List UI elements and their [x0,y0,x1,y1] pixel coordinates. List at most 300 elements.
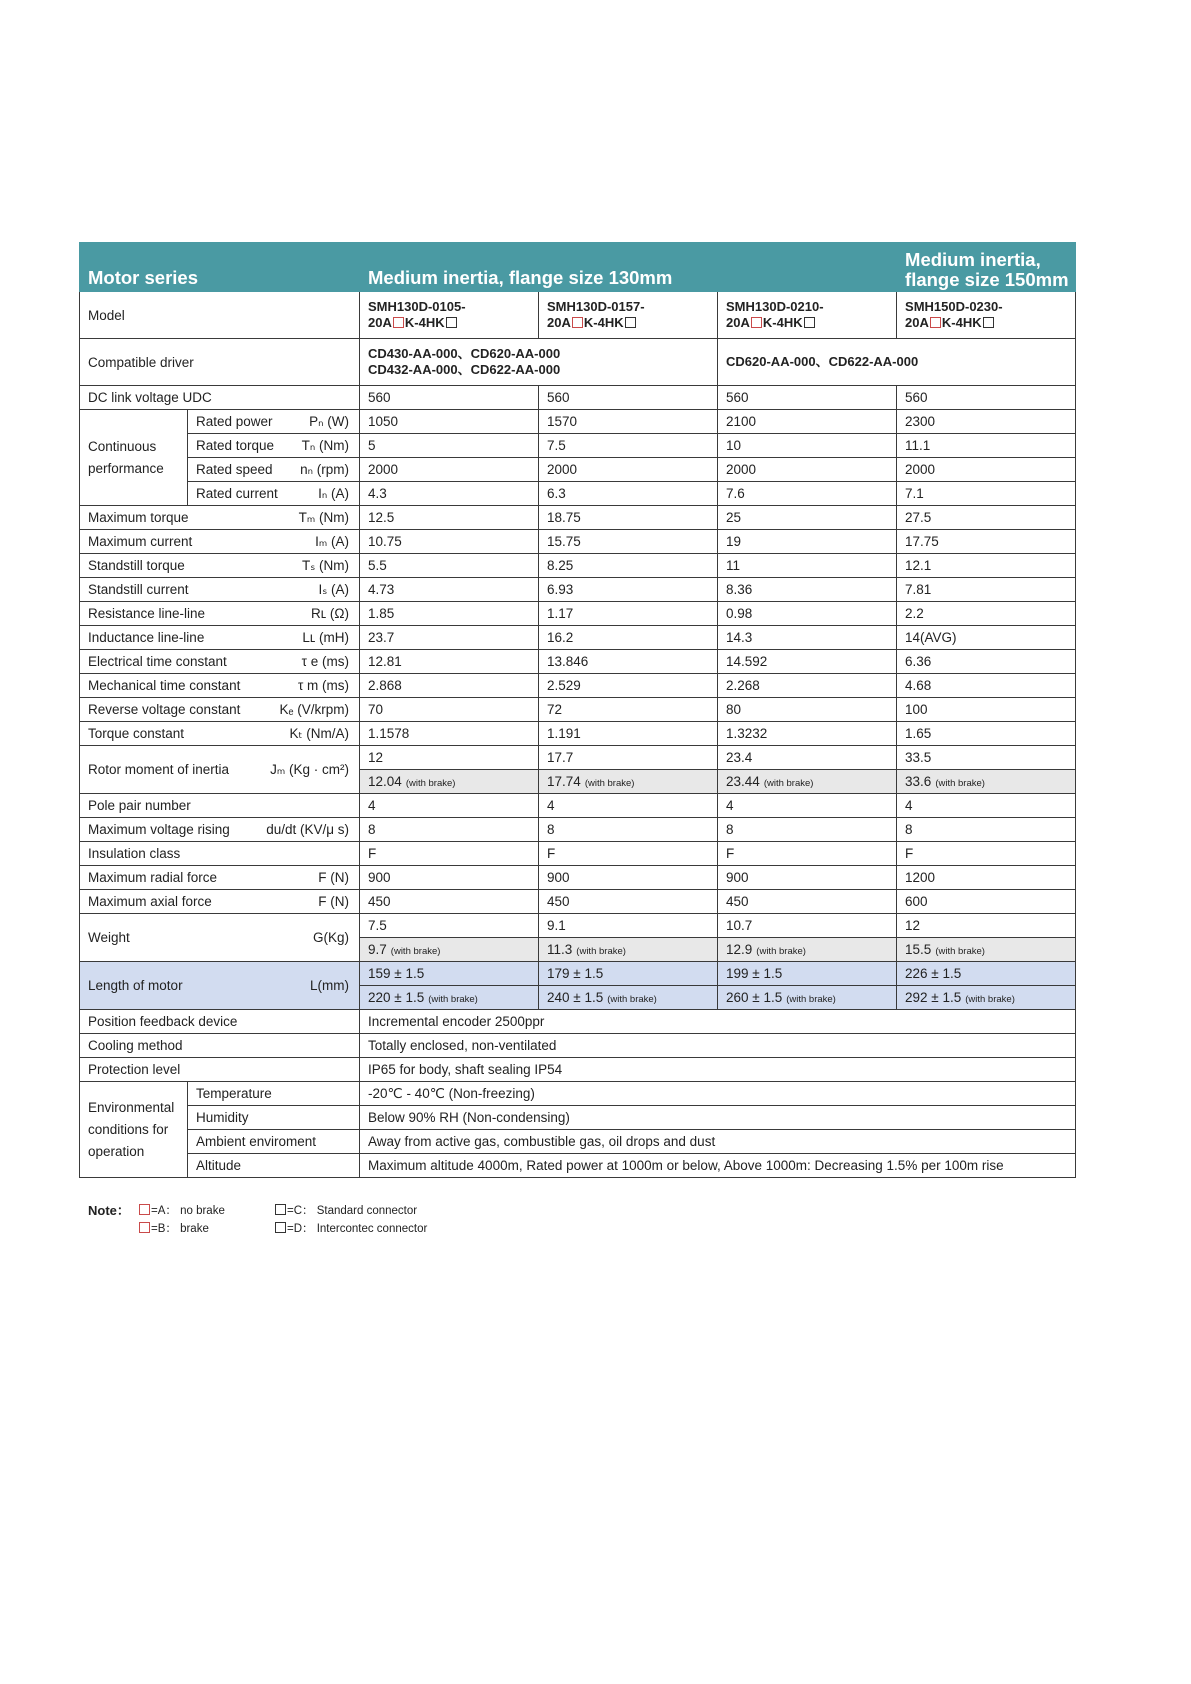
value-cell: 2000 [718,458,897,482]
with-brake-tag: (with brake) [584,778,635,789]
value-cell: 5 [360,434,539,458]
value-cell: 2300 [897,410,1076,434]
value-cell: 12.1 [897,554,1076,578]
value-cell: 2000 [897,458,1076,482]
wide-value-cell: Below 90% RH (Non-condensing) [360,1106,1076,1130]
continuous-line2: performance [88,460,164,476]
brake-value: 220 ± 1.5 [368,990,425,1005]
option-box-icon [983,317,994,328]
value-cell: 8 [539,818,718,842]
note-c [274,1202,417,1218]
brake-value-cell [718,938,897,962]
row-unit-text: Lʟ (mH) [302,630,350,645]
label-pair [196,438,359,454]
row-label-text: Maximum torque [88,509,189,525]
wide-row [80,1034,1076,1058]
row-label-text: Torque constant [88,725,185,741]
row-unit-text: Kₜ (Nm/A) [289,725,350,741]
with-brake-tag: (with brake) [390,946,441,957]
row-label-text: Rated current [196,485,278,501]
value-cell: 12.5 [360,506,539,530]
row-unit-text: Tₘ (Nm) [298,509,350,525]
environment-row [80,1130,1076,1154]
value-cell: 4.3 [360,482,539,506]
label-pair [88,702,359,717]
spec-row [80,698,1076,722]
row-unit-text: Kₑ (V/krpm) [279,702,350,717]
value-cell: 8 [897,818,1076,842]
spec-row [80,962,1076,986]
row-label [80,914,360,962]
brake-value-cell [360,986,539,1010]
label-pair [88,846,359,861]
continuous-group-label [80,410,188,506]
row-label [80,626,360,650]
value-cell: 450 [718,890,897,914]
driver-cd: CD620-AA-000、CD622-AA-000 [718,339,1076,386]
spec-row [80,794,1076,818]
option-box-icon [275,1204,286,1215]
value-cell: 4 [718,794,897,818]
wide-value-cell: -20℃ - 40℃ (Non-freezing) [360,1082,1076,1106]
value-cell: 2000 [360,458,539,482]
driver-a-line2: CD432-AA-000、CD622-AA-000 [368,362,561,377]
environment-row [80,1082,1076,1106]
row-label [80,698,360,722]
spec-row [80,866,1076,890]
row-unit-text: τ m (ms) [297,678,350,693]
brake-value: 260 ± 1.5 [726,990,783,1005]
value-cell: 23.4 [718,746,897,770]
value-cell: 2000 [539,458,718,482]
row-label [80,674,360,698]
group-130-header: Medium inertia, flange size 130mm [360,243,897,292]
environment-row [80,1106,1076,1130]
row-label [80,890,360,914]
value-cell: 450 [539,890,718,914]
value-cell: 900 [539,866,718,890]
value-cell: 159 ± 1.5 [360,962,539,986]
value-cell: 560 [360,386,539,410]
continuous-line1: Continuous [88,438,157,454]
value-cell: 9.1 [539,914,718,938]
value-cell: 12.81 [360,650,539,674]
value-cell: 1.85 [360,602,539,626]
model-mid: K-4HK [941,315,982,330]
brake-value-cell [539,770,718,794]
value-cell: 560 [897,386,1076,410]
spec-table [79,242,1076,1178]
value-cell: F [539,842,718,866]
spec-row [80,602,1076,626]
value-cell: 7.81 [897,578,1076,602]
row-label-text: Rotor moment of inertia [88,761,230,777]
label-pair [88,630,359,645]
row-label [80,554,360,578]
label-pair [88,762,359,778]
brake-value-cell [897,770,1076,794]
note-title: Note： [88,1203,130,1218]
option-box-icon [930,317,941,328]
value-cell: 199 ± 1.5 [718,962,897,986]
value-cell: 4 [360,794,539,818]
value-cell: 8 [360,818,539,842]
row-unit-text: F (N) [318,894,350,909]
driver-130-ab [360,339,718,386]
value-cell: 2.529 [539,674,718,698]
value-cell: 100 [897,698,1076,722]
label-pair [88,822,359,837]
group-150-header [897,243,1076,292]
brake-value-cell [539,938,718,962]
value-cell: 0.98 [718,602,897,626]
spec-row [80,554,1076,578]
row-label-text: Reverse voltage constant [88,702,241,717]
value-cell: 560 [539,386,718,410]
value-cell: 7.1 [897,482,1076,506]
label-pair [196,486,359,502]
brake-value: 17.74 [547,774,581,789]
option-box-icon [393,317,404,328]
row-unit-text: Tₙ (Nm) [301,437,350,453]
value-cell: 1.65 [897,722,1076,746]
option-box-icon [275,1222,286,1233]
value-cell: 80 [718,698,897,722]
motor-series-header: Motor series [80,243,360,292]
value-cell: 25 [718,506,897,530]
label-pair [88,558,359,574]
brake-value-cell [718,986,897,1010]
brake-value: 11.3 [547,942,573,957]
row-label-text: Weight [88,930,130,945]
value-cell: 1.1578 [360,722,539,746]
value-cell: 14.3 [718,626,897,650]
wide-value-cell: Incremental encoder 2500ppr [360,1010,1076,1034]
driver-row [80,339,1076,386]
value-cell: 11.1 [897,434,1076,458]
note-a-text: =A： no brake [151,1205,225,1217]
group-150-line2: flange size 150mm [905,269,1069,290]
row-unit-text: Iₙ (A) [318,485,350,501]
model-line1: SMH130D-0157- [547,299,645,314]
wide-row [80,1010,1076,1034]
brake-value-cell [897,938,1076,962]
model-pre: 20A [368,315,392,330]
value-cell: 33.5 [897,746,1076,770]
row-label-text: Pole pair number [88,798,191,813]
with-brake-tag: (with brake) [935,946,985,957]
row-label [188,458,360,482]
row-label-text: Electrical time constant [88,654,227,669]
row-label-text: Rated torque [196,437,275,453]
option-box-icon [751,317,762,328]
row-unit-text: Iₘ (A) [315,533,350,549]
value-cell: 1.191 [539,722,718,746]
brake-value-cell [718,770,897,794]
label-pair [88,870,359,885]
row-label: Cooling method [80,1034,360,1058]
row-label-text: Standstill current [88,581,189,597]
value-cell: 16.2 [539,626,718,650]
environment-line3: operation [88,1143,145,1159]
row-unit-text: G(Kg) [313,930,350,945]
value-cell: F [718,842,897,866]
wide-value-cell: IP65 for body, shaft sealing IP54 [360,1058,1076,1082]
wide-value-cell: Maximum altitude 4000m, Rated power at 1000m or below, Above 1000m: Decreasing 1.5% per 100m rise [360,1154,1076,1178]
row-label-text: Length of motor [88,978,183,993]
model-mid: K-4HK [404,315,445,330]
row-unit-text: Pₙ (W) [309,413,350,429]
value-cell: F [897,842,1076,866]
value-cell: 900 [718,866,897,890]
option-box-icon [139,1222,150,1233]
label-pair [88,726,359,742]
value-cell: 6.36 [897,650,1076,674]
value-cell: 1570 [539,410,718,434]
row-label [80,842,360,866]
model-pre: 20A [726,315,750,330]
spec-row [80,530,1076,554]
value-cell: 23.7 [360,626,539,650]
value-cell: 450 [360,890,539,914]
label-pair [196,462,359,478]
row-label [80,386,360,410]
with-brake-tag: (with brake) [763,778,814,789]
row-unit-text: F (N) [318,870,350,885]
label-pair [88,798,359,813]
row-label [80,962,360,1010]
group-150-line1: Medium inertia, [905,249,1041,270]
continuous-row [80,434,1076,458]
row-label [80,602,360,626]
wide-row [80,1058,1076,1082]
value-cell: 7.5 [360,914,539,938]
row-label-text: Insulation class [88,846,181,861]
spec-row [80,890,1076,914]
value-cell: 17.7 [539,746,718,770]
model-cell [360,292,539,339]
continuous-row [80,482,1076,506]
brake-value-cell [360,770,539,794]
label-pair [88,978,359,993]
label-pair [88,654,359,669]
brake-value: 15.5 [905,942,932,957]
value-cell: 10 [718,434,897,458]
row-label: Position feedback device [80,1010,360,1034]
row-label-text: Maximum axial force [88,894,212,909]
spec-row [80,818,1076,842]
wide-value-cell: Away from active gas, combustible gas, oil drops and dust [360,1130,1076,1154]
value-cell: 2.868 [360,674,539,698]
row-label [80,578,360,602]
brake-value: 9.7 [368,942,387,957]
value-cell: 27.5 [897,506,1076,530]
model-label: Model [80,292,360,339]
note-a [138,1202,225,1218]
row-unit-text: Jₘ (Kg · cm²) [270,761,350,777]
row-label [80,746,360,794]
value-cell: 18.75 [539,506,718,530]
spec-row [80,674,1076,698]
with-brake-tag: (with brake) [965,994,1015,1005]
row-label [188,482,360,506]
value-cell: 179 ± 1.5 [539,962,718,986]
environment-sub-label: Humidity [188,1106,360,1130]
row-label-text: Mechanical time constant [88,678,241,693]
row-label [188,410,360,434]
value-cell: 560 [718,386,897,410]
row-label [80,722,360,746]
value-cell: 13.846 [539,650,718,674]
model-line1: SMH130D-0105- [368,299,466,314]
environment-row [80,1154,1076,1178]
row-label-text: Maximum voltage rising [88,822,230,837]
value-cell: 14.592 [718,650,897,674]
spec-row [80,746,1076,770]
spec-row [80,842,1076,866]
model-cell [897,292,1076,339]
note-b [138,1220,209,1236]
model-mid: K-4HK [762,315,803,330]
row-label: Protection level [80,1058,360,1082]
row-label [80,530,360,554]
row-label-text: Standstill torque [88,557,185,573]
spec-row [80,626,1076,650]
environment-sub-label: Ambient enviroment [188,1130,360,1154]
row-label [80,818,360,842]
model-row [80,292,1076,339]
brake-value: 12.04 [368,774,402,789]
with-brake-tag: (with brake) [428,994,478,1005]
brake-value: 12.9 [726,942,753,957]
brake-value-cell [360,938,539,962]
row-unit-text: L(mm) [310,978,350,993]
row-label-text: Maximum current [88,533,193,549]
value-cell: 4.73 [360,578,539,602]
label-pair [88,390,359,405]
environment-sub-label: Altitude [188,1154,360,1178]
row-label-text: Rated speed [196,461,273,477]
label-pair [88,582,359,598]
value-cell: 600 [897,890,1076,914]
value-cell: 19 [718,530,897,554]
environment-sub-label: Temperature [188,1082,360,1106]
spec-row [80,650,1076,674]
row-label [80,506,360,530]
driver-a-line1: CD430-AA-000、CD620-AA-000 [368,346,561,361]
label-pair [88,534,359,550]
row-unit-text: du/dt (KV/μ s) [266,822,350,837]
spec-row [80,506,1076,530]
value-cell: 4 [897,794,1076,818]
value-cell: 72 [539,698,718,722]
label-pair [88,894,359,909]
row-unit-text: Tₛ (Nm) [301,557,350,573]
option-box-icon [446,317,457,328]
value-cell: 8.25 [539,554,718,578]
row-unit-text: Rʟ (Ω) [310,606,350,621]
brake-value-cell [539,986,718,1010]
row-label-text: Inductance line-line [88,630,205,645]
value-cell: F [360,842,539,866]
value-cell: 8 [718,818,897,842]
row-label-text: Rated power [196,413,273,429]
with-brake-tag: (with brake) [576,946,626,957]
row-label [80,866,360,890]
environment-group-label [80,1082,188,1178]
brake-value: 33.6 [905,774,932,789]
value-cell: 7.5 [539,434,718,458]
row-unit-text: τ e (ms) [301,654,350,669]
option-box-icon [625,317,636,328]
value-cell: 1050 [360,410,539,434]
value-cell: 10.7 [718,914,897,938]
option-box-icon [572,317,583,328]
option-box-icon [139,1204,150,1215]
header-row [80,243,1076,292]
brake-value: 240 ± 1.5 [547,990,604,1005]
value-cell: 1200 [897,866,1076,890]
row-label-text: Resistance line-line [88,606,206,621]
value-cell: 17.75 [897,530,1076,554]
brake-value: 23.44 [726,774,760,789]
brake-value: 292 ± 1.5 [905,990,962,1005]
row-label-text: DC link voltage UDC [88,390,212,405]
value-cell: 6.93 [539,578,718,602]
value-cell: 15.75 [539,530,718,554]
model-line1: SMH130D-0210- [726,299,824,314]
model-cell [718,292,897,339]
value-cell: 10.75 [360,530,539,554]
note-c-text: =C： Standard connector [287,1205,418,1217]
model-cell [539,292,718,339]
row-unit-text: Iₛ (A) [318,581,350,597]
option-box-icon [804,317,815,328]
with-brake-tag: (with brake) [786,994,836,1005]
value-cell: 11 [718,554,897,578]
value-cell: 226 ± 1.5 [897,962,1076,986]
value-cell: 1.17 [539,602,718,626]
value-cell: 4 [539,794,718,818]
value-cell: 70 [360,698,539,722]
value-cell: 2.2 [897,602,1076,626]
note-b-text: =B： brake [151,1223,209,1235]
row-label-text: Maximum radial force [88,870,218,885]
value-cell: 7.6 [718,482,897,506]
label-pair [88,678,359,693]
value-cell: 6.3 [539,482,718,506]
value-cell: 14(AVG) [897,626,1076,650]
wide-value-cell: Totally enclosed, non-ventilated [360,1034,1076,1058]
spec-row [80,578,1076,602]
model-pre: 20A [905,315,929,330]
environment-line1: Environmental [88,1099,175,1115]
value-cell: 900 [360,866,539,890]
value-cell: 4.68 [897,674,1076,698]
model-line1: SMH150D-0230- [905,299,1003,314]
row-label [80,794,360,818]
continuous-row [80,458,1076,482]
model-pre: 20A [547,315,571,330]
model-mid: K-4HK [583,315,624,330]
continuous-row [80,410,1076,434]
row-label [188,434,360,458]
value-cell: 8.36 [718,578,897,602]
note-d-text: =D： Intercontec connector [287,1223,428,1235]
row-label [80,650,360,674]
label-pair [88,606,359,621]
label-pair [88,510,359,526]
